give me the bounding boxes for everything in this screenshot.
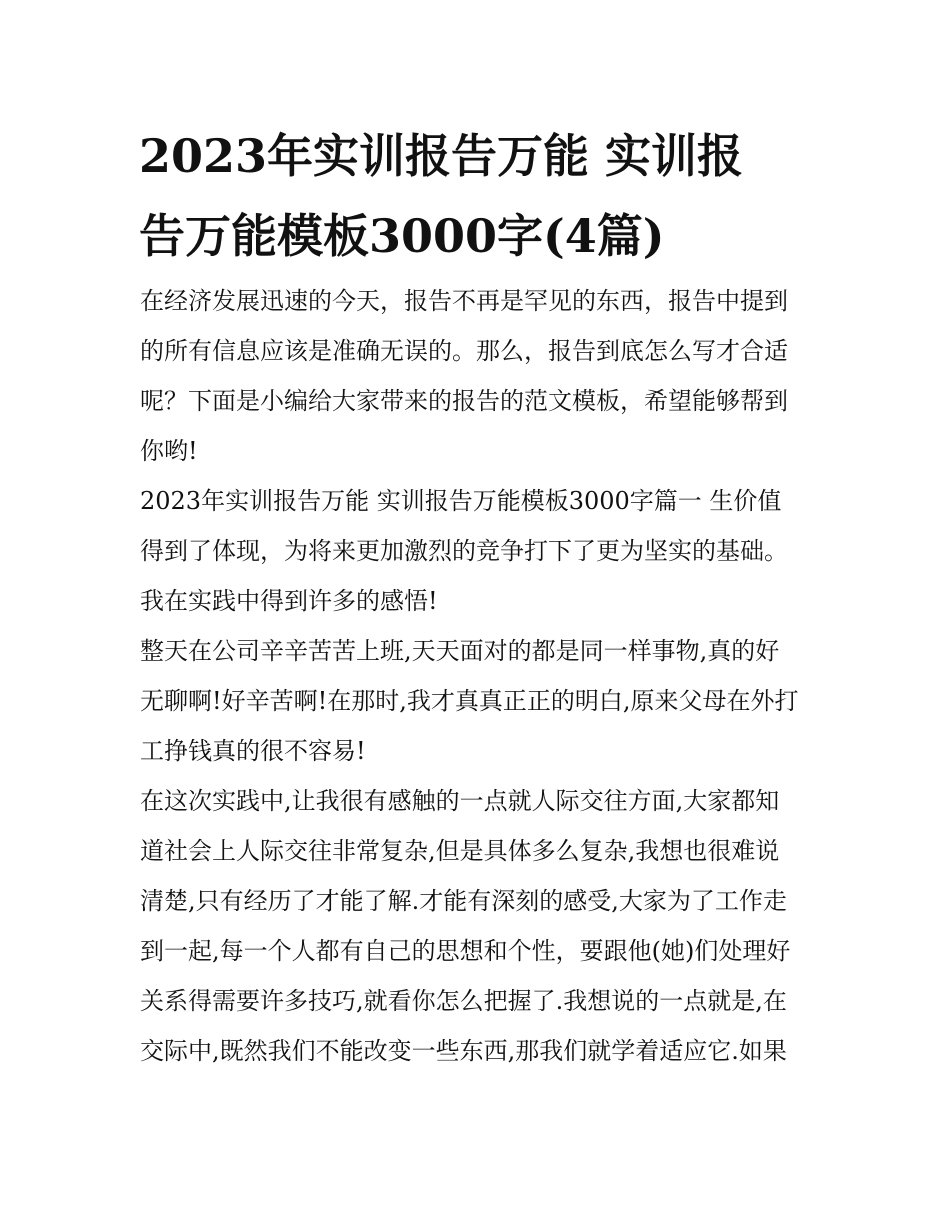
paragraph-intro bbox=[140, 276, 820, 476]
text-line: 在经济发展迅速的今天，报告不再是罕见的东西，报告中提到 bbox=[140, 287, 788, 315]
text-line: 道社会上人际交往非常复杂,但是具体多么复杂,我想也很难说 bbox=[140, 837, 780, 865]
paragraph-work bbox=[140, 626, 820, 776]
paragraph-relations bbox=[140, 776, 820, 1076]
text-line: 得到了体现，为将来更加激烈的竞争打下了更为坚实的基础。 bbox=[140, 537, 788, 565]
text-line: 呢？下面是小编给大家带来的报告的范文模板，希望能够帮到 bbox=[140, 387, 788, 415]
text-line: 清楚,只有经历了才能了解.才能有深刻的感受,大家为了工作走 bbox=[140, 887, 787, 915]
text-line: 在这次实践中,让我很有感触的一点就人际交往方面,大家都知 bbox=[140, 787, 780, 815]
text-line: 无聊啊!好辛苦啊!在那时,我才真真正正的明白,原来父母在外打 bbox=[140, 687, 799, 715]
text-line: 交际中,既然我们不能改变一些东西,那我们就学着适应它.如果 bbox=[140, 1037, 787, 1065]
text-line: 我在实践中得到许多的感悟! bbox=[140, 587, 438, 615]
text-line: 2023年实训报告万能 实训报告万能模板3000字篇一 生价值 bbox=[140, 487, 782, 515]
paragraph-section-one bbox=[140, 476, 820, 626]
text-line: 到一起,每一个人都有自己的思想和个性，要跟他(她)们处理好 bbox=[140, 937, 791, 965]
document-title bbox=[139, 116, 819, 276]
title-line: 2023年实训报告万能 实训报 bbox=[139, 129, 744, 183]
document-body bbox=[140, 276, 820, 1076]
text-line: 的所有信息应该是准确无误的。那么，报告到底怎么写才合适 bbox=[140, 337, 788, 365]
text-line: 你哟! bbox=[140, 437, 198, 465]
text-line: 整天在公司辛辛苦苦上班,天天面对的都是同一样事物,真的好 bbox=[140, 637, 780, 665]
text-line: 工挣钱真的很不容易! bbox=[140, 737, 366, 765]
text-line: 关系得需要许多技巧,就看你怎么把握了.我想说的一点就是,在 bbox=[140, 987, 787, 1015]
title-line: 告万能模板3000字(4篇) bbox=[139, 209, 665, 263]
